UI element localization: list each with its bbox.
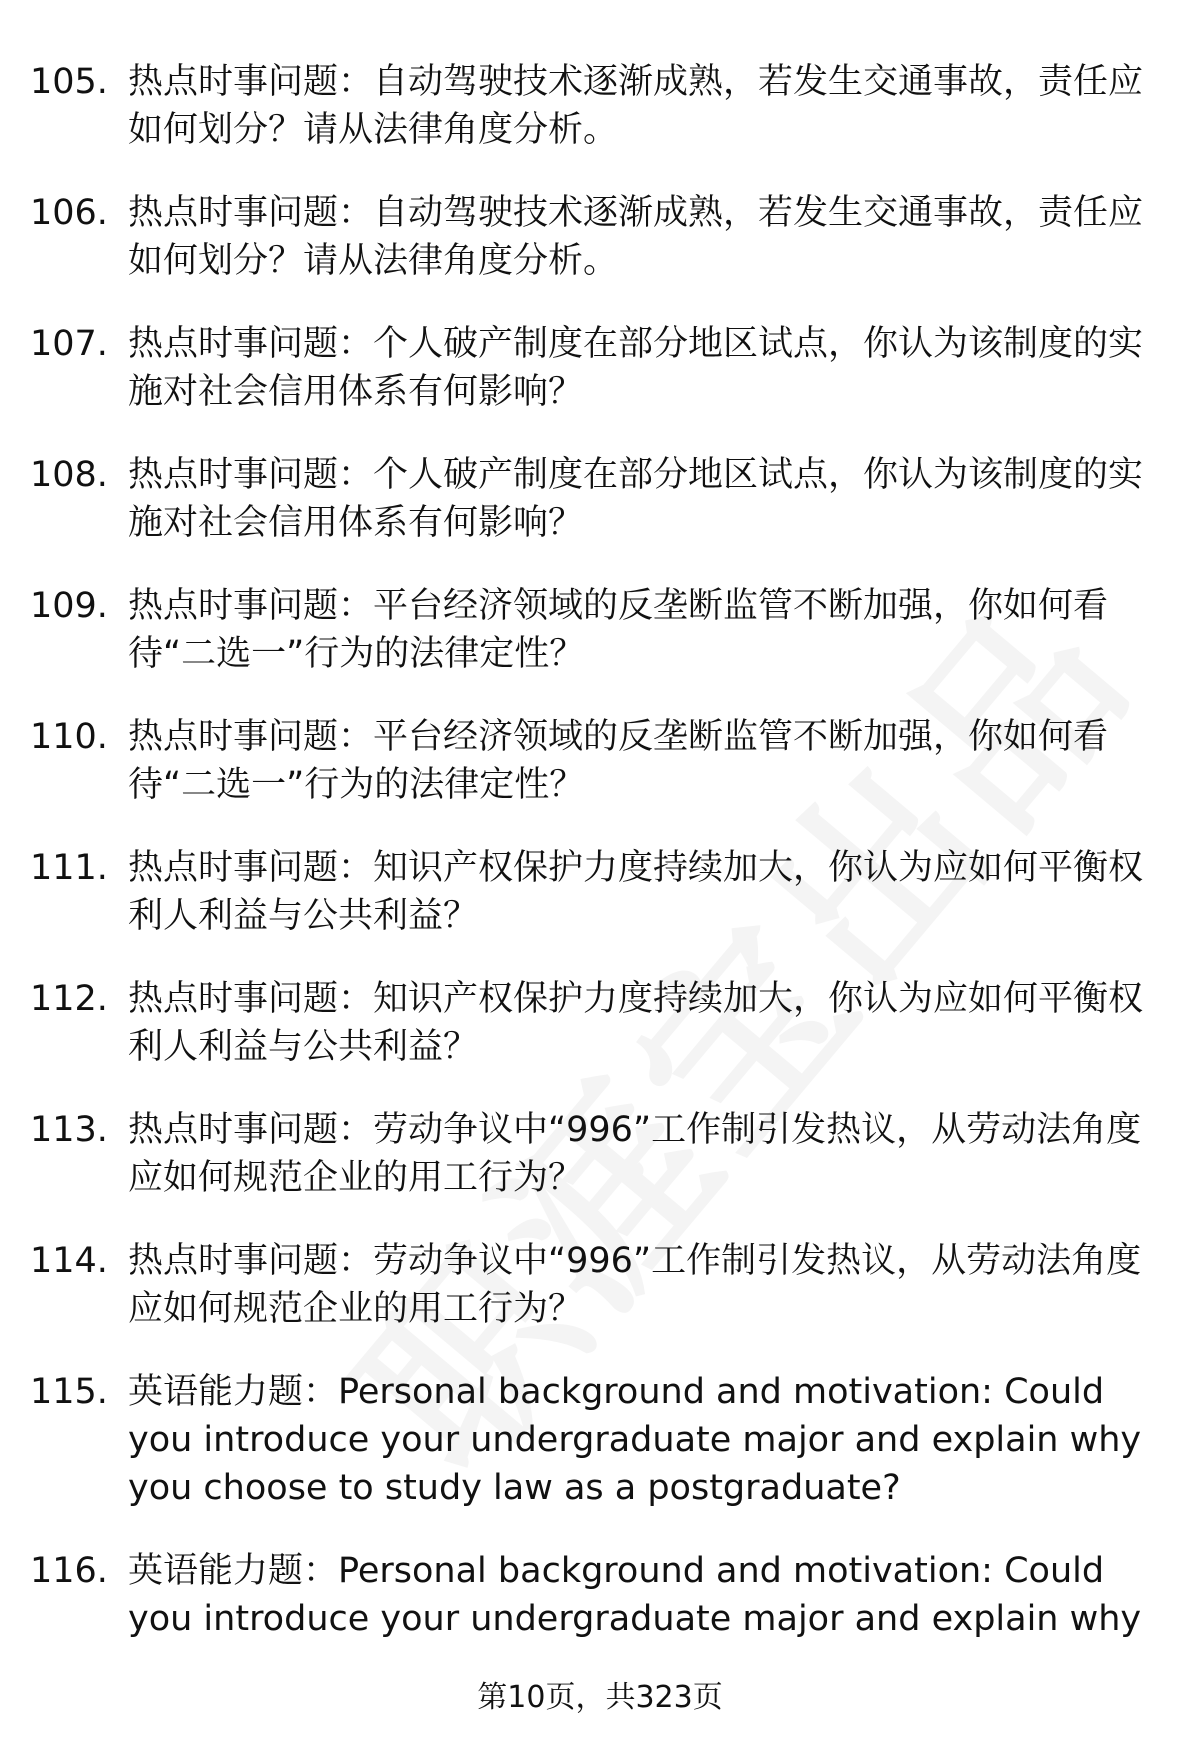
question-text: 英语能力题：Personal background and motivation: Could you introduce your undergraduate major and explain why bbox=[128, 1551, 1142, 1639]
question-number: 116. bbox=[30, 1551, 108, 1591]
question-item bbox=[30, 1106, 1150, 1202]
question-number: 106. bbox=[30, 193, 108, 233]
question-text: 热点时事问题：个人破产制度在部分地区试点，你认为该制度的实施对社会信用体系有何影响？ bbox=[128, 324, 1144, 412]
question-number: 105. bbox=[30, 62, 108, 102]
question-number: 115. bbox=[30, 1372, 108, 1412]
question-text: 英语能力题：Personal background and motivation: Could you introduce your undergraduate major and explain why you choose to study law as a postgraduate? bbox=[128, 1372, 1142, 1508]
question-item bbox=[30, 975, 1150, 1071]
question-item bbox=[30, 1368, 1150, 1512]
question-number: 109. bbox=[30, 586, 108, 626]
question-number: 108. bbox=[30, 455, 108, 495]
question-text: 热点时事问题：个人破产制度在部分地区试点，你认为该制度的实施对社会信用体系有何影响？ bbox=[128, 455, 1144, 543]
question-item bbox=[30, 844, 1150, 940]
question-number: 113. bbox=[30, 1110, 108, 1150]
question-text: 热点时事问题：劳动争议中“996”工作制引发热议，从劳动法角度应如何规范企业的用工行为？ bbox=[128, 1241, 1142, 1329]
question-number: 111. bbox=[30, 848, 108, 888]
question-item bbox=[30, 1547, 1150, 1665]
question-number: 110. bbox=[30, 717, 108, 757]
question-item bbox=[30, 713, 1150, 809]
question-item bbox=[30, 582, 1150, 678]
question-text: 热点时事问题：平台经济领域的反垄断监管不断加强，你如何看待“二选一”行为的法律定性？ bbox=[128, 717, 1109, 805]
question-item bbox=[30, 451, 1150, 547]
question-item bbox=[30, 58, 1150, 154]
question-list bbox=[30, 58, 1150, 1700]
question-number: 114. bbox=[30, 1241, 108, 1281]
question-item bbox=[30, 1237, 1150, 1333]
question-text: 热点时事问题：自动驾驶技术逐渐成熟，若发生交通事故，责任应如何划分？请从法律角度分析。 bbox=[128, 193, 1144, 281]
question-text: 热点时事问题：知识产权保护力度持续加大，你认为应如何平衡权利人利益与公共利益？ bbox=[128, 979, 1144, 1067]
question-text: 热点时事问题：自动驾驶技术逐渐成熟，若发生交通事故，责任应如何划分？请从法律角度分析。 bbox=[128, 62, 1144, 150]
question-number: 107. bbox=[30, 324, 108, 364]
question-item bbox=[30, 189, 1150, 285]
question-number: 112. bbox=[30, 979, 108, 1019]
page-footer: 第10页，共323页 bbox=[477, 1680, 723, 1715]
question-text: 热点时事问题：劳动争议中“996”工作制引发热议，从劳动法角度应如何规范企业的用工行为？ bbox=[128, 1110, 1142, 1198]
question-text: 热点时事问题：知识产权保护力度持续加大，你认为应如何平衡权利人利益与公共利益？ bbox=[128, 848, 1144, 936]
question-item bbox=[30, 320, 1150, 416]
question-text: 热点时事问题：平台经济领域的反垄断监管不断加强，你如何看待“二选一”行为的法律定性？ bbox=[128, 586, 1109, 674]
